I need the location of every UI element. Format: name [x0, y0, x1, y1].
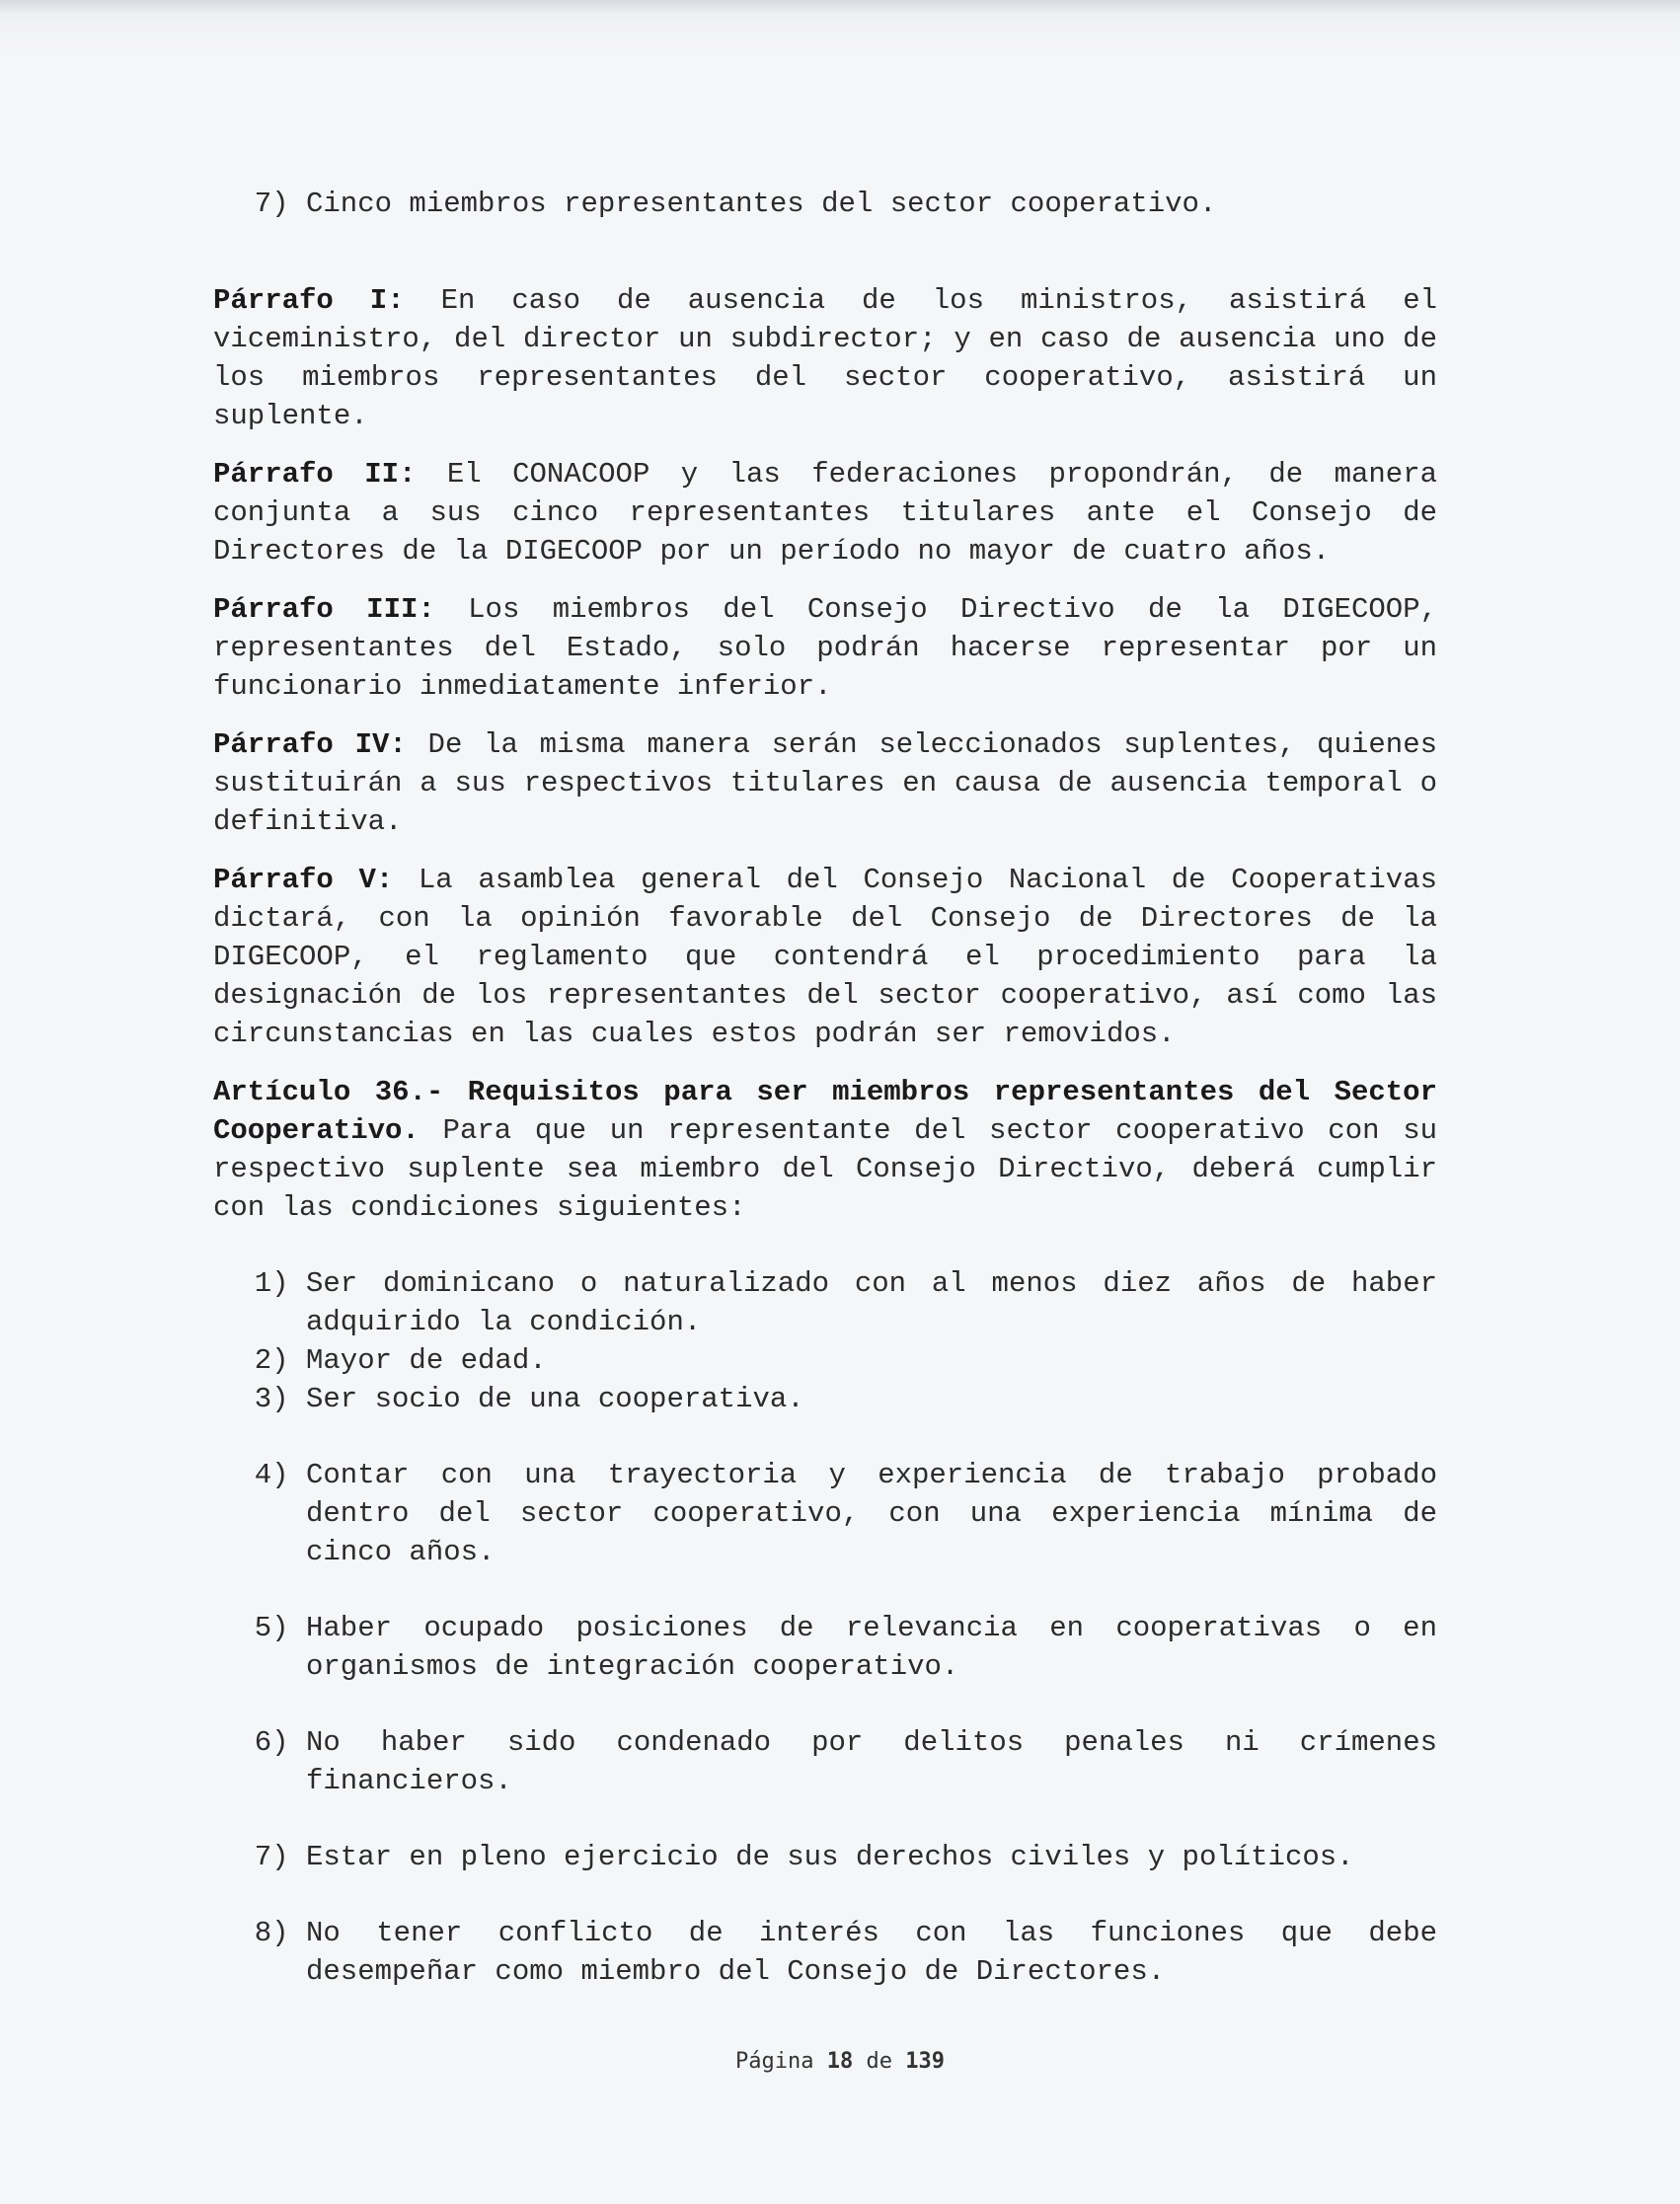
- list-item-text: Ser dominicano o naturalizado con al menos diez años de haber adquirido la condición.: [306, 1267, 1437, 1338]
- document-body: [213, 178, 1437, 1991]
- paragraph-label: Párrafo IV:: [213, 728, 407, 761]
- paragraph-text: La asamblea general del Consejo Nacional de Cooperativas dictará, con la opinión favorable del Consejo de Directores de la DIGECOOP, el reglamento que contendrá el procedimiento para la designación de los representantes del sector cooperativo, así como las circunstancias en las cuales estos podrán ser removidos.: [213, 864, 1438, 1050]
- paragraph-1: [213, 281, 1437, 435]
- list-item-text: No haber sido condenado por delitos penales ni crímenes financieros.: [306, 1726, 1437, 1797]
- scan-edge: [0, 0, 1680, 14]
- paragraph-3: [213, 590, 1437, 706]
- paragraph-label: Párrafo II:: [213, 458, 417, 491]
- paragraph-text: El CONACOOP y las federaciones propondrán, de manera conjunta a sus cinco representantes titulares ante el Consejo de Directores de la DIGECOOP por un período no mayor de cuatro años.: [213, 458, 1437, 568]
- paragraph-label: Párrafo III:: [213, 593, 435, 626]
- list-item-number: 6): [254, 1726, 289, 1759]
- article-text: Para que un representante del sector cooperativo con su respectivo suplente sea miembro del Consejo Directivo, deberá cumplir con las condiciones siguientes:: [213, 1114, 1437, 1224]
- list-item-number: 5): [254, 1612, 289, 1644]
- paragraph-label: Párrafo V:: [213, 864, 394, 896]
- list-item: [213, 1914, 1437, 1991]
- list-item-number: 7): [254, 188, 289, 220]
- paragraph-5: [213, 861, 1437, 1053]
- list-item-number: 2): [254, 1344, 289, 1377]
- list-item-number: 8): [254, 1917, 289, 1949]
- list-item-text: Mayor de edad.: [306, 1344, 547, 1377]
- list-item-number: 1): [254, 1267, 289, 1300]
- list-item-text: Estar en pleno ejercicio de sus derechos civiles y políticos.: [306, 1841, 1354, 1873]
- list-item: [213, 1380, 1437, 1418]
- list-item: [213, 185, 1437, 223]
- paragraph-label: Párrafo I:: [213, 284, 405, 317]
- list-item-number: 4): [254, 1459, 289, 1491]
- list-item-text: Ser socio de una cooperativa.: [306, 1383, 804, 1415]
- paragraph-2: [213, 455, 1437, 570]
- list-item-text: Cinco miembros representantes del sector cooperativo.: [306, 188, 1217, 220]
- paragraph-4: [213, 725, 1437, 841]
- list-item-text: Haber ocupado posiciones de relevancia en cooperativas o en organismos de integración cooperativo.: [306, 1612, 1437, 1683]
- list-item-text: No tener conflicto de interés con las funciones que debe desempeñar como miembro del Consejo de Directores.: [306, 1917, 1437, 1988]
- list-item: [213, 1264, 1437, 1341]
- paragraph-text: Los miembros del Consejo Directivo de la DIGECOOP, representantes del Estado, solo podrán hacerse representar por un funcionario inmediatamente inferior.: [213, 593, 1437, 703]
- list-item-number: 3): [254, 1383, 289, 1415]
- list-item-number: 7): [254, 1841, 289, 1873]
- page-number: 18: [826, 2049, 854, 2074]
- page-total: 139: [905, 2049, 945, 2074]
- of-word: de: [866, 2049, 892, 2074]
- list-item: [213, 1456, 1437, 1571]
- paragraph-text: En caso de ausencia de los ministros, asistirá el viceministro, del director un subdirector; y en caso de ausencia uno de los miembros representantes del sector cooperativo, asistirá un suplente.: [213, 284, 1437, 432]
- list-item: [213, 1609, 1437, 1686]
- list-item: [213, 1838, 1437, 1876]
- article-heading: Artículo 36.- Requisitos para ser miembros representantes del Sector Cooperativo.: [213, 1076, 1437, 1147]
- page-footer: [0, 2049, 1680, 2074]
- list-item: [213, 1341, 1437, 1380]
- list-item: [213, 1723, 1437, 1800]
- page-word: Página: [735, 2049, 814, 2074]
- paragraph-text: De la misma manera serán seleccionados suplentes, quienes sustituirán a sus respectivos titulares en causa de ausencia temporal o definitiva.: [213, 728, 1437, 838]
- list-item-text: Contar con una trayectoria y experiencia de trabajo probado dentro del sector cooperativo, con una experiencia mínima de cinco años.: [306, 1459, 1437, 1568]
- article-36: [213, 1073, 1437, 1227]
- requirements-list: [213, 1264, 1437, 1991]
